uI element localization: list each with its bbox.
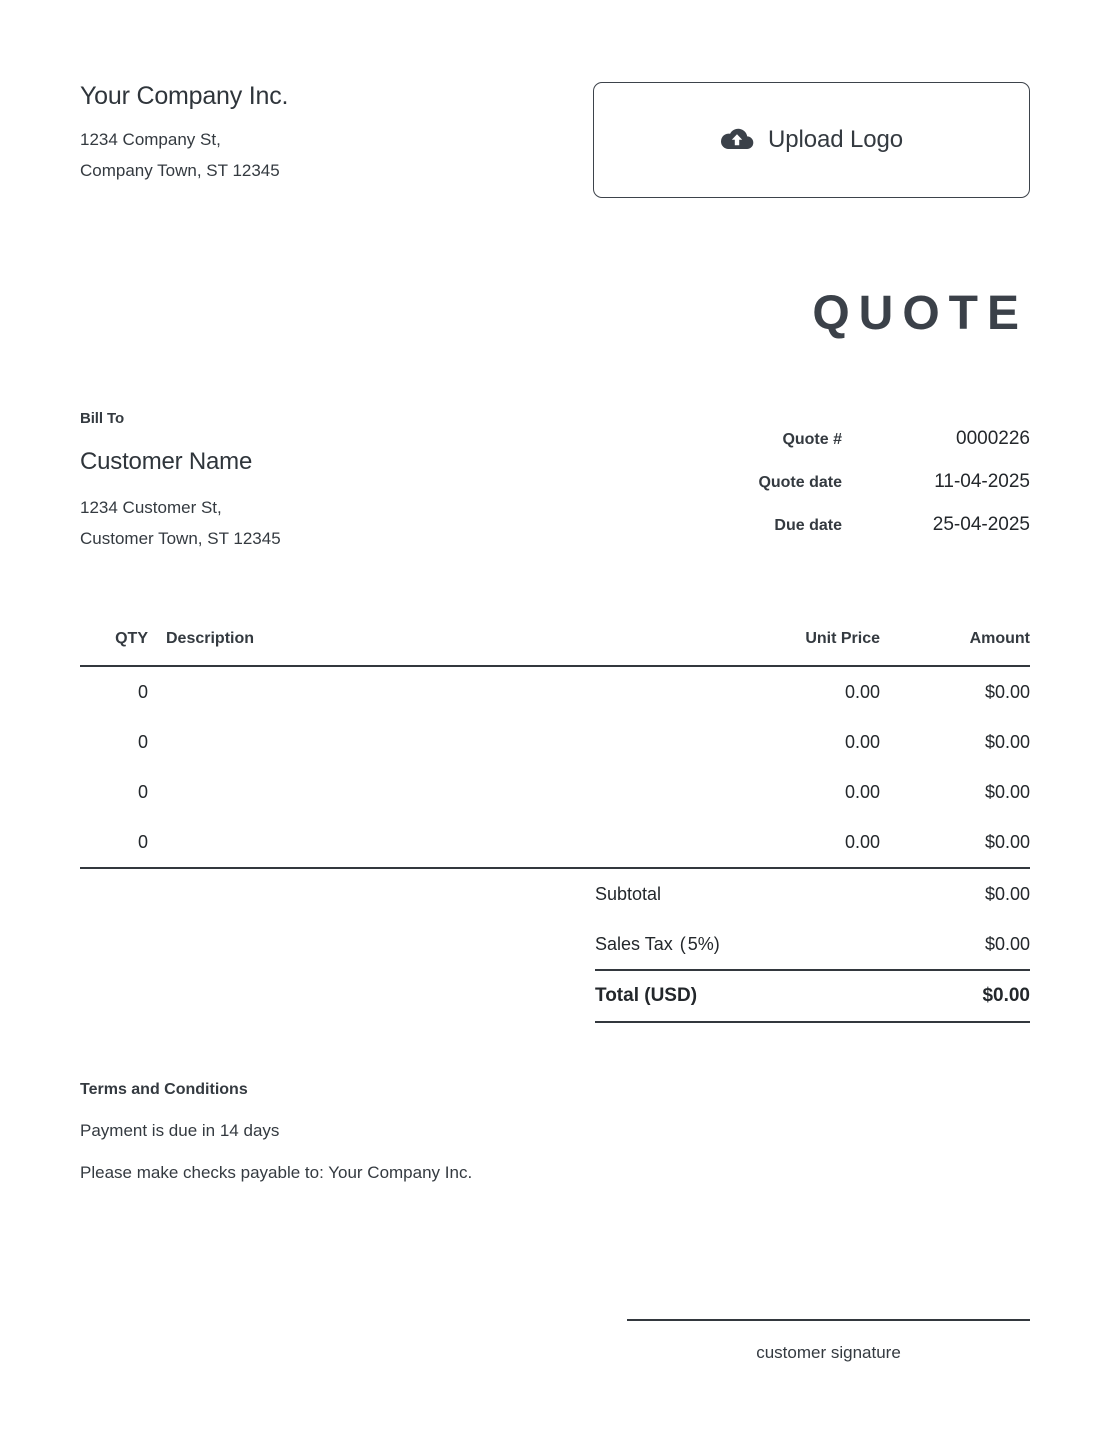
table-row bbox=[80, 767, 1030, 817]
terms-line[interactable]: Please make checks payable to: Your Company Inc. bbox=[80, 1163, 473, 1183]
cell-description[interactable] bbox=[148, 767, 730, 817]
quote-meta-table bbox=[758, 428, 1030, 557]
column-header-amount: Amount bbox=[880, 630, 1030, 666]
terms-line[interactable]: Payment is due in 14 days bbox=[80, 1121, 280, 1140]
terms-and-conditions bbox=[80, 1081, 1030, 1184]
meta-value-quote-date[interactable]: 11-04-2025 bbox=[934, 471, 1030, 492]
cell-unit-price[interactable]: 0.00 bbox=[730, 817, 880, 868]
cell-qty[interactable]: 0 bbox=[137, 681, 148, 702]
cell-qty[interactable]: 0 bbox=[137, 731, 148, 752]
table-row bbox=[80, 817, 1030, 868]
column-header-description: Description bbox=[148, 630, 730, 666]
company-name: Your Company Inc. bbox=[80, 82, 289, 110]
meta-row-quote-number bbox=[758, 428, 1030, 471]
bill-to-label: Bill To bbox=[80, 410, 125, 427]
subtotal-value: $0.00 bbox=[984, 883, 1030, 904]
sales-tax-rate[interactable]: 5% bbox=[687, 933, 714, 954]
bill-to-block bbox=[80, 410, 281, 555]
cell-description[interactable] bbox=[148, 666, 730, 717]
meta-label-quote-number: Quote # bbox=[782, 431, 842, 448]
total-value: $0.00 bbox=[911, 970, 1030, 1022]
totals-row-sales-tax bbox=[595, 919, 1030, 970]
sales-tax-rate-open-paren: ( bbox=[672, 933, 688, 954]
signature-block bbox=[627, 1319, 1030, 1363]
sales-tax-label bbox=[595, 919, 911, 970]
document-title: QUOTE bbox=[812, 287, 1028, 340]
totals-row-total bbox=[595, 970, 1030, 1022]
meta-label-due-date: Due date bbox=[774, 517, 842, 534]
meta-value-due-date[interactable]: 25-04-2025 bbox=[932, 514, 1030, 535]
cell-qty[interactable]: 0 bbox=[137, 781, 148, 802]
cell-amount: $0.00 bbox=[880, 817, 1030, 868]
sales-tax-value: $0.00 bbox=[984, 933, 1030, 954]
upload-logo-label: Upload Logo bbox=[767, 126, 903, 153]
cloud-upload-icon bbox=[720, 126, 754, 154]
cell-qty[interactable]: 0 bbox=[80, 817, 148, 868]
cell-amount: $0.00 bbox=[984, 731, 1030, 752]
sales-tax-label-text: Sales Tax bbox=[595, 933, 673, 954]
cell-amount: $0.00 bbox=[984, 681, 1030, 702]
terms-title: Terms and Conditions bbox=[80, 1081, 248, 1098]
totals-section bbox=[80, 869, 1030, 1023]
subtotal-label: Subtotal bbox=[595, 883, 662, 904]
customer-address-line[interactable]: Customer Town, ST 12345 bbox=[80, 529, 281, 549]
line-items-table bbox=[80, 630, 1030, 869]
line-items-header-row bbox=[80, 630, 1030, 666]
customer-name[interactable]: Customer Name bbox=[80, 448, 253, 475]
total-label: Total (USD) bbox=[595, 970, 911, 1022]
cell-unit-price[interactable]: 0.00 bbox=[844, 731, 880, 752]
column-header-unit-price: Unit Price bbox=[730, 630, 880, 666]
cell-unit-price[interactable]: 0.00 bbox=[844, 781, 880, 802]
company-address-line: Company Town, ST 12345 bbox=[80, 160, 280, 180]
meta-value-quote-number[interactable]: 0000226 bbox=[956, 428, 1030, 449]
sales-tax-rate-close-paren: ) bbox=[713, 933, 722, 954]
cell-unit-price[interactable]: 0.00 bbox=[844, 681, 880, 702]
parties-section bbox=[80, 410, 1030, 557]
company-address-line: 1234 Company St, bbox=[80, 129, 221, 149]
document-header bbox=[80, 0, 1030, 198]
cell-description[interactable] bbox=[148, 817, 730, 868]
company-info bbox=[80, 82, 288, 187]
cell-amount: $0.00 bbox=[984, 781, 1030, 802]
totals-row-subtotal bbox=[595, 869, 1030, 919]
meta-label-quote-date: Quote date bbox=[758, 474, 842, 491]
table-row bbox=[80, 717, 1030, 767]
table-row bbox=[80, 666, 1030, 717]
meta-row-due-date bbox=[758, 514, 1030, 557]
cell-description[interactable] bbox=[148, 717, 730, 767]
signature-label: customer signature bbox=[756, 1343, 901, 1362]
totals-table bbox=[595, 869, 1030, 1023]
customer-address-line[interactable]: 1234 Customer St, bbox=[80, 498, 222, 518]
column-header-qty: QTY bbox=[80, 630, 148, 666]
upload-logo-button[interactable] bbox=[593, 82, 1030, 198]
meta-row-quote-date bbox=[758, 471, 1030, 514]
